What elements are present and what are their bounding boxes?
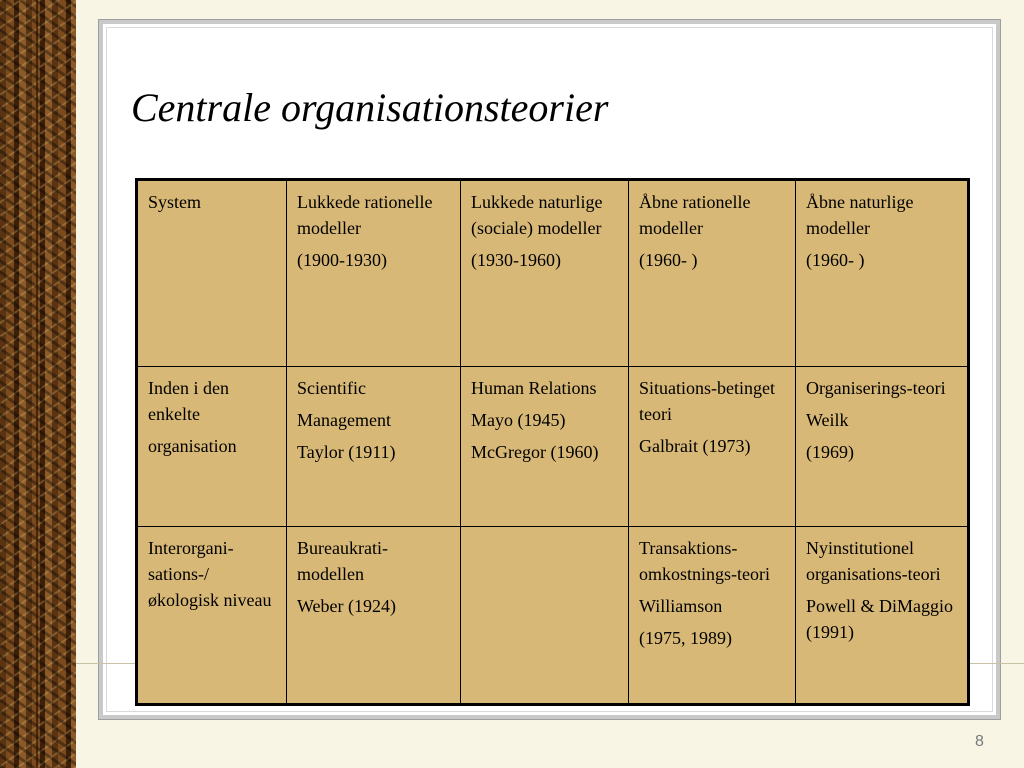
cell-text: Inden i den enkelte [148, 378, 229, 424]
theories-table [135, 178, 970, 706]
wood-texture-border [0, 0, 76, 768]
table-cell [796, 367, 969, 527]
table-cell [287, 367, 461, 527]
cell-text: Transaktions-omkostnings-teori [639, 538, 770, 584]
cell-text: Åbne naturlige modeller [806, 192, 914, 238]
cell-text: McGregor (1960) [471, 442, 599, 462]
cell-text: (1930-1960) [471, 250, 561, 270]
cell-text: Mayo (1945) [471, 410, 566, 430]
cell-text: (1960- ) [639, 250, 698, 270]
cell-text: Nyinstitutionel organisations-teori [806, 538, 941, 584]
cell-text: Human Relations [471, 378, 597, 398]
cell-text: Weber (1924) [297, 596, 397, 616]
cell-text: (1975, 1989) [639, 628, 732, 648]
table-cell [137, 367, 287, 527]
table-cell [287, 180, 461, 367]
cell-text: Interorgani-sations-/økologisk niveau [148, 538, 272, 610]
cell-text: Organiserings-teori [806, 378, 946, 398]
page-number: 8 [975, 733, 984, 750]
table-row-internal [137, 367, 969, 527]
cell-text: Galbrait (1973) [639, 436, 751, 456]
cell-text: Lukkede rationelle modeller [297, 192, 433, 238]
table-cell [796, 180, 969, 367]
cell-text: Situations-betinget teori [639, 378, 775, 424]
cell-text: (1960- ) [806, 250, 865, 270]
cell-text: System [148, 192, 202, 212]
cell-text: (1900-1930) [297, 250, 387, 270]
table-cell [287, 527, 461, 705]
table-cell [796, 527, 969, 705]
slide-title: Centrale organisationsteorier [131, 85, 609, 130]
cell-text: Weilk [806, 410, 849, 430]
cell-text: Bureaukrati-modellen [297, 538, 388, 584]
table-cell [461, 367, 629, 527]
cell-text: Åbne rationelle modeller [639, 192, 751, 238]
table-cell [461, 180, 629, 367]
cell-text: Taylor (1911) [297, 442, 396, 462]
cell-text: (1969) [806, 442, 854, 462]
table-cell [137, 527, 287, 705]
table-cell [629, 367, 796, 527]
table-cell [629, 180, 796, 367]
cell-text: organisation [148, 436, 237, 456]
cell-text: Management [297, 410, 391, 430]
cell-text: Lukkede naturlige (sociale) modeller [471, 192, 603, 238]
cell-text: Scientific [297, 378, 366, 398]
table-cell-empty [461, 527, 629, 705]
table-row-header [137, 180, 969, 367]
table-cell [629, 527, 796, 705]
table-row-interorganizational [137, 527, 969, 705]
table-cell [137, 180, 287, 367]
cell-text: Williamson [639, 596, 723, 616]
cell-text: Powell & DiMaggio (1991) [806, 596, 953, 642]
